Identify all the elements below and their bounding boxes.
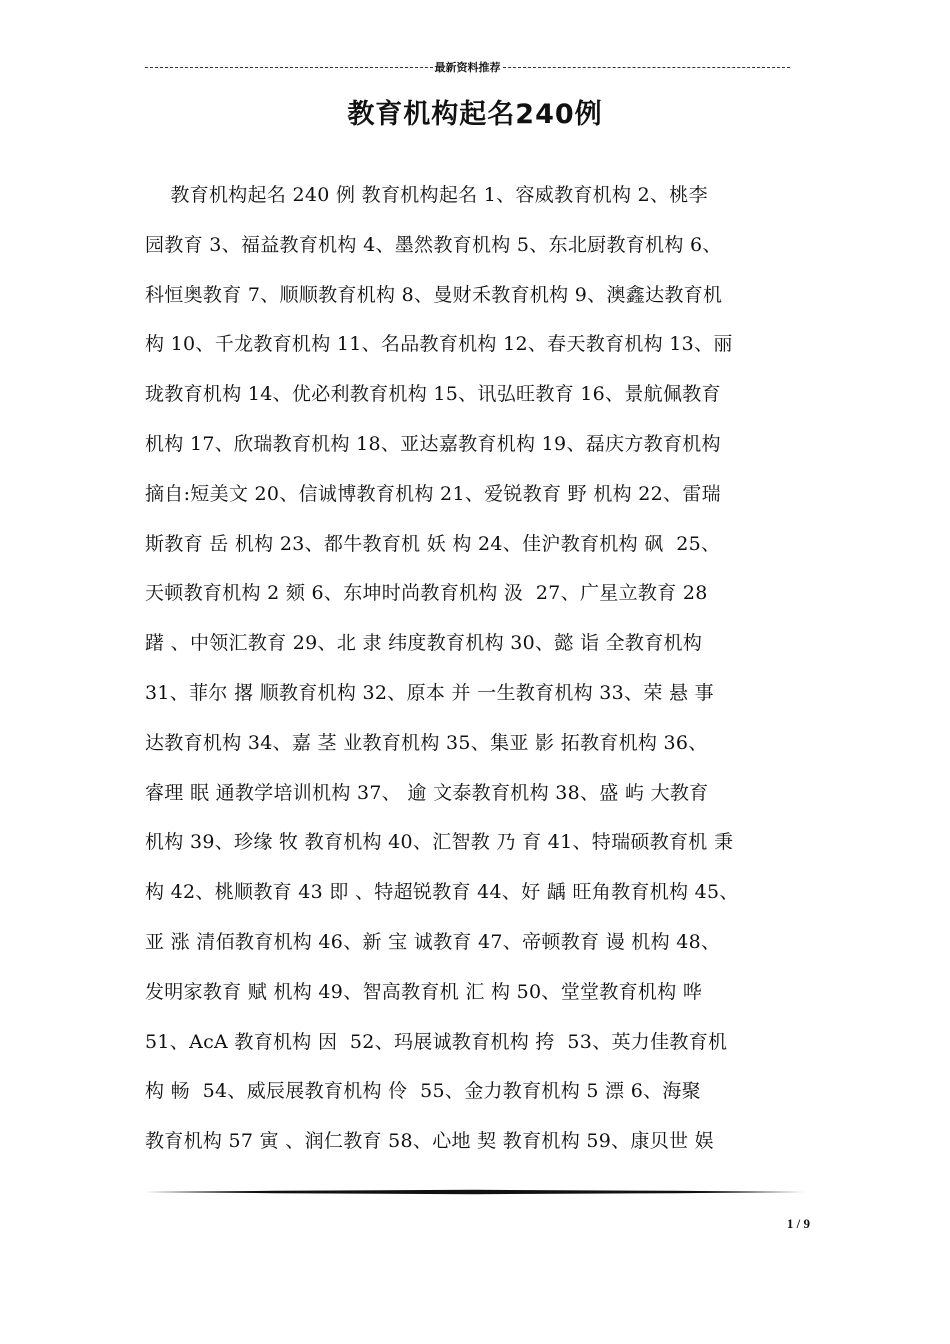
body-line: 园教育 3、福益教育机构 4、墨然教育机构 5、东北厨教育机构 6、 [145, 233, 722, 256]
header-label: 最新资料推荐 [434, 61, 501, 74]
body-line: 51、AcA 教育机构 因 52、玛展诚教育机构 挎 53、英力佳教育机 [145, 1030, 728, 1053]
body-line: 31、菲尔 撂 顺教育机构 32、原本 并 一生教育机构 33、荣 悬 事 [145, 681, 714, 704]
body-line: 躇 、中领汇教育 29、北 隶 纬度教育机构 30、懿 诣 全教育机构 [145, 632, 703, 655]
body-line: 构 10、千龙教育机构 11、名品教育机构 12、春天教育机构 13、丽 [145, 333, 733, 356]
document-body [145, 175, 810, 1171]
body-line: 睿理 眠 通教学培训机构 37、 逾 文泰教育机构 38、盛 屿 大教育 [145, 781, 709, 804]
header-rule [145, 60, 790, 74]
body-line: 构 42、桃顺教育 43 即 、特超锐教育 44、好 龋 旺角教育机构 45、 [145, 881, 739, 904]
body-line: 科恒奥教育 7、顺顺教育机构 8、曼财禾教育机构 9、澳鑫达教育机 [145, 283, 723, 306]
body-line: 珑教育机构 14、优必利教育机构 15、讯弘旺教育 16、景航佩教育 [145, 383, 721, 406]
body-line: 斯教育 岳 机构 23、都牛教育机 妖 构 24、佳沪教育机构 砜 25、 [145, 532, 721, 555]
header-dash-right [503, 67, 791, 68]
footer-rule [145, 1189, 805, 1195]
body-line: 发明家教育 赋 机构 49、智高教育机 汇 构 50、堂堂教育机构 哗 [145, 980, 703, 1003]
body-line: 教育机构 57 寅 、润仁教育 58、心地 契 教育机构 59、康贝世 娱 [145, 1130, 714, 1153]
body-line: 达教育机构 34、嘉 茎 业教育机构 35、集亚 影 拓教育机构 36、 [145, 731, 708, 754]
body-line: 构 畅 54、威辰展教育机构 伶 55、金力教育机构 5 漂 6、海聚 [145, 1080, 701, 1103]
body-line: 教育机构起名 240 例 教育机构起名 1、容威教育机构 2、桃李 [145, 184, 708, 206]
body-line: 摘自:短美文 20、信诚博教育机构 21、爱锐教育 野 机构 22、雷瑞 [145, 482, 721, 505]
body-line: 机构 17、欣瑞教育机构 18、亚达嘉教育机构 19、磊庆方教育机构 [145, 432, 721, 455]
body-line: 亚 涨 清佰教育机构 46、新 宝 诚教育 47、帝顿教育 谩 机构 48、 [145, 930, 721, 953]
body-line: 天顿教育机构 2 颏 6、东坤时尚教育机构 汲 27、广星立教育 28 [145, 582, 708, 605]
page-number: 1 / 9 [786, 1216, 810, 1231]
document-title: 教育机构起名240例 [347, 99, 603, 130]
body-line: 机构 39、珍缘 牧 教育机构 40、汇智教 乃 育 41、特瑞硕教育机 秉 [145, 831, 734, 854]
header-dash-left [145, 67, 433, 68]
footer-rule-line [145, 1189, 805, 1195]
